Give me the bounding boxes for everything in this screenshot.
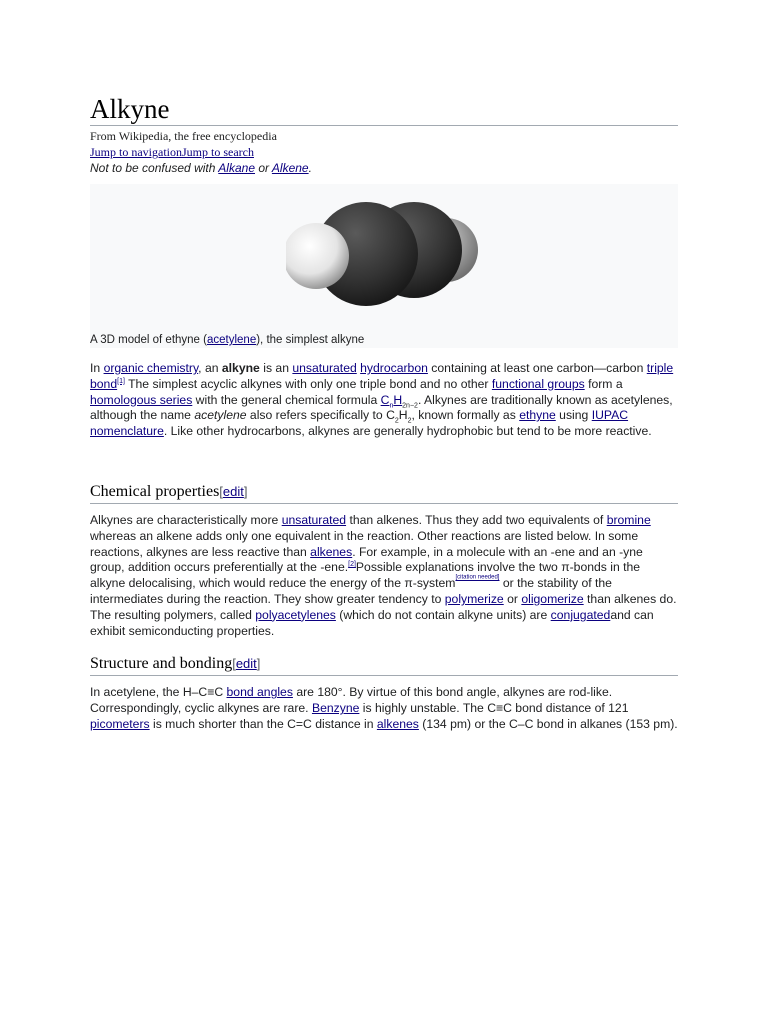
caption-text: A 3D model of ethyne ( [90,334,207,346]
text: and can exhibit semiconducting properties. [90,607,654,638]
text: is highly unstable. The C≡C bond distance of 121 [359,701,629,716]
alkenes-link[interactable]: alkenes [310,544,353,559]
polyacetylenes-link[interactable]: polyacetylenes [255,607,336,622]
caption-text: ), the simplest alkyne [256,334,365,346]
tagline: From Wikipedia, the free encyclopedia [90,129,277,143]
text: than alkenes. Thus they add two equivalents of [346,512,607,527]
edit-structure-and-bonding-link[interactable]: edit [235,656,257,672]
alkane-link[interactable]: Alkane [218,161,255,175]
text: . Alkynes are traditionally known as acetylenes, although the name [90,392,673,423]
edit-section-link-wrapper [219,484,247,499]
hydrogen-atom-left [286,223,349,289]
conjugated-link[interactable]: conjugated [550,607,611,622]
text: , an [198,361,222,375]
section-title: Structure and bonding [90,655,233,673]
bracket: [ [219,483,223,499]
text: (134 pm) or the C–C bond in alkanes (153 pm). [418,716,678,731]
organic-chemistry-link[interactable]: organic chemistry [103,361,199,375]
subscript: 2 [394,417,399,425]
chemical-properties-paragraph [90,513,678,639]
text: are 180°. By virtue of this bond angle, alkynes are rod-like. Correspondingly, cyclic alkynes are rare. [90,685,613,716]
triple-bond-link[interactable]: triple bond [90,361,674,391]
hatnote [90,160,678,176]
text: whereas an alkene adds only one equivalent in the reaction. Other reactions are listed below. In some reactions, alkynes are less reactive than [90,528,639,559]
alkene-link[interactable]: Alkene [271,161,309,175]
acetylene-link[interactable]: acetylene [206,334,257,346]
formula-2n-2: 2n−2 [402,402,418,410]
polymerize-link[interactable]: polymerize [444,591,504,606]
text: The simplest acyclic alkynes with only one triple bond and no other [124,376,492,391]
hydrocarbon-link[interactable]: hydrocarbon [360,361,428,375]
intro-paragraph [90,361,678,440]
formula-link[interactable] [380,392,403,410]
text: also refers specifically to C [246,408,395,423]
ethyne-figure [90,184,678,348]
hatnote-text: or [255,161,272,175]
text: is an [259,361,293,375]
text: containing at least one carbon—carbon [427,361,647,375]
iupac-nomenclature-link[interactable]: IUPAC nomenclature [90,408,629,439]
text: In [90,361,104,375]
text: Possible explanations involve the two π-bonds in the alkyne delocalising, which would reduce the energy of the π-system [90,560,641,591]
edit-section-link-wrapper [232,656,260,671]
formula-c: C [380,392,390,407]
bromine-link[interactable]: bromine [606,512,651,527]
jump-links [90,144,678,160]
text: form a [584,376,623,391]
homologous-series-link[interactable]: homologous series [90,392,193,407]
text: In acetylene, the H–C≡C [90,685,227,700]
hatnote-text: . [308,161,312,175]
figure-caption [90,334,364,346]
bracket: ] [243,483,248,499]
oligomerize-link[interactable]: oligomerize [521,591,584,606]
text: or [503,591,522,606]
text: Alkynes are characteristically more [90,512,282,527]
text: with the general chemical formula [192,392,381,407]
benzyne-link[interactable]: Benzyne [311,701,360,716]
italic-term: acetylene [194,408,247,423]
text: , known formally as [411,408,520,423]
ethyne-link[interactable]: ethyne [519,408,556,423]
ethyne-3d-model-image[interactable] [286,192,482,322]
picometers-link[interactable]: picometers [90,716,150,731]
jump-to-search-link[interactable]: Jump to search [182,145,254,159]
citation-2-link[interactable]: [2] [348,561,356,569]
text: than alkenes do. The resulting polymers, called [90,591,677,622]
article [90,94,678,733]
alkenes-link-2[interactable]: alkenes [376,716,419,731]
text: using [555,408,592,423]
unsaturated-link[interactable]: unsaturated [292,361,357,375]
subscript: 2 [407,417,412,425]
unsaturated-link-2[interactable]: unsaturated [281,512,347,527]
functional-groups-link[interactable]: functional groups [491,376,585,391]
formula-n: n [389,402,394,410]
section-heading-chemical-properties [90,482,678,504]
page-title: Alkyne [90,94,678,126]
text: . Like other hydrocarbons, alkynes are generally hydrophobic but tend to be more reactive. [163,424,652,439]
text: H [398,408,408,423]
text: . For example, in a molecule with an -ene and an -yne group, addition occurs preferentially at the -ene. [90,544,643,575]
formula-h: H [393,392,403,407]
citation-needed-link[interactable]: [citation needed] [455,574,500,581]
bracket: [ [232,656,236,672]
section-heading-structure-and-bonding [90,654,678,676]
structure-and-bonding-paragraph [90,685,678,732]
text: (which do not contain alkyne units) are [335,607,551,622]
hatnote-text: Not to be confused with [90,161,219,175]
text: is much shorter than the C=C distance in [149,716,377,731]
section-title: Chemical properties [90,482,220,500]
bond-angles-link[interactable]: bond angles [226,685,293,700]
jump-to-navigation-link[interactable]: Jump to navigation [90,145,182,159]
citation-1-link[interactable]: [1] [117,377,125,385]
text: or the stability of the intermediates during the reaction. They show greater tendency to [90,576,612,606]
edit-chemical-properties-link[interactable]: edit [222,483,244,499]
bold-term: alkyne [221,361,260,375]
bracket: ] [256,656,261,672]
